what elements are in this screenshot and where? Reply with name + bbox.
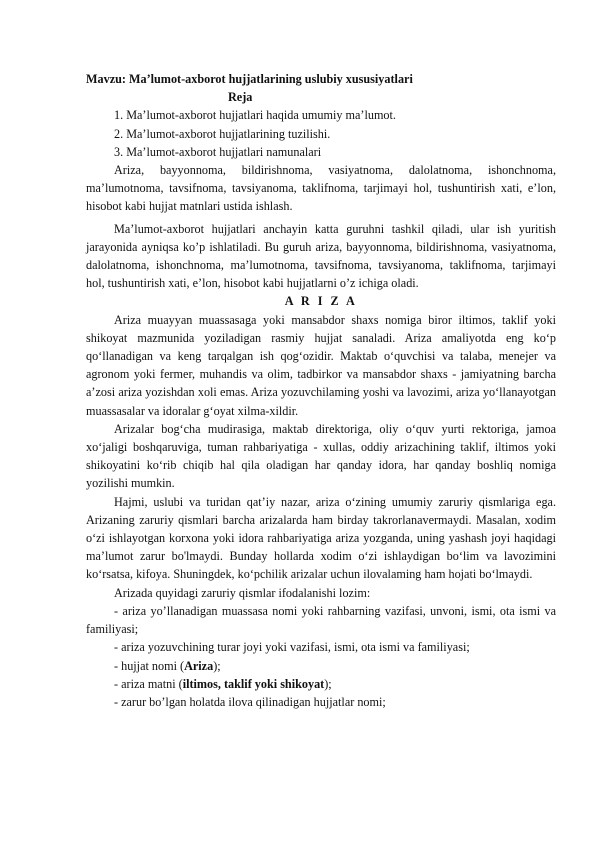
requirement-item-3 [86,657,556,675]
requirement-prefix: - ariza matni ( [114,676,183,691]
plan-item-2: 2. Ma’lumot-axborot hujjatlarining tuzilishi. [114,126,331,141]
intro-paragraph-2: Ma’lumot-axborot hujjatlari anchayin katta guruhni tashkil qiladi, ular ish yuritish jarayonida ayniqsa ko’p ishlatiladi. Bu guruh ariza, bayyonnoma, bildirishnoma, vasiyatnoma, dalolatnoma, ishonchnoma, ma’lumotnoma, tavsifnoma, tavsiyanoma, taklifnoma, tarjimayi hol, tushuntirish xati, e’lon, hisobot kabi hujjatlarni o’z ichiga oladi. [86,221,556,291]
requirement-suffix: ); [213,658,221,673]
body-paragraph-3: Hajmi, uslubi va turidan qat’iy nazar, ariza o‘zining umumiy zaruriy qismlariga ega. Arizaning zaruriy qismlari barcha arizalarda ham birday takrorlanavermaydi. Masalan, xodim o‘zi ishlayotgan korxona yoki idora rahbariyatiga ariza yozganda, uning yashash joyi haqidagi ma’lumot zarur bo'lmaydi. Bunday hollarda xodim o‘zi ishlaydigan bo‘lim va lavozimini ko‘rsatsa, kifoya. Shuningdek, ko‘pchilik arizalar uchun ilovalaming ham hojati bo‘lmaydi. [86,494,556,582]
requirement-bold-term: Ariza [184,658,214,673]
requirement-prefix: - hujjat nomi ( [114,658,185,673]
document-title: Mavzu: Ma’lumot-axborot hujjatlarining uslubiy xususiyatlari [86,72,413,86]
document-page [86,70,556,711]
plan-item-3: 3. Ma’lumot-axborot hujjatlari namunalari [114,144,322,159]
body-paragraph-1: Ariza muayyan muassasaga yoki mansabdor shaxs nomiga biror iltimos, taklif yoki shikoyat mazmunida yoziladigan rasmiy hujjat sanaladi. Ariza amaliyotda eng ko‘p qo‘llanadigan va keng tarqalgan ish qog‘ozidir. Maktab o‘quvchisi va talaba, menejer va agronom yoki fermer, muhandis va olim, tadbirkor va mansabdor shaxs - jamiyatning barcha a’zosi ariza yozishdan xoli emas. Ariza yozuvchilaming yoshi va lavozimi, ariza yo‘llanayotgan muassasalar va idoralar g‘oyat xilma-xildir. [86,312,556,418]
requirement-item-2: - ariza yozuvchining turar joyi yoki vazifasi, ismi, ota ismi va familiyasi; [114,640,470,655]
requirement-item-4 [86,675,556,693]
intro-paragraph-1: Ariza, bayyonnoma, bildirishnoma, vasiyatnoma, dalolatnoma, ishonchnoma, ma’lumotnoma, tavsifnoma, tavsiyanoma, taklifnoma, tarjimayi hol, tushuntirish xati, e’lon, hisobot kabi hujjat matnlari ustida ishlash. [86,163,556,214]
requirement-item-5: - zarur bo’lgan holatda ilova qilinadigan hujjatlar nomi; [114,694,386,709]
section-heading: A R I Z A [284,294,358,309]
body-paragraph-2: Arizalar bog‘cha mudirasiga, maktab direktoriga, oliy o‘quv yurti rektoriga, jamoa xo‘jaligi boshqaruviga, tuman rahbariyatiga - xullas, oddiy arizachining taklif, iltimos yoki shikoyatini ko‘rib chiqib hal qila oladigan har qanday idora, har qanday boshliq nomiga yozilishi mumkin. [86,421,556,491]
body-paragraph-4: Arizada quyidagi zaruriy qismlar ifodalanishi lozim: [114,585,371,600]
requirement-suffix: ); [324,676,332,691]
requirement-item-1: - ariza yo’llanadigan muassasa nomi yoki rahbarning vazifasi, unvoni, ismi, ota ismi va familiyasi; [86,603,556,637]
requirement-bold-term: iltimos, taklif yoki shikoyat [182,676,325,691]
plan-item-1: 1. Ma’lumot-axborot hujjatlari haqida umumiy ma’lumot. [114,108,396,123]
plan-heading: Reja [228,90,253,105]
